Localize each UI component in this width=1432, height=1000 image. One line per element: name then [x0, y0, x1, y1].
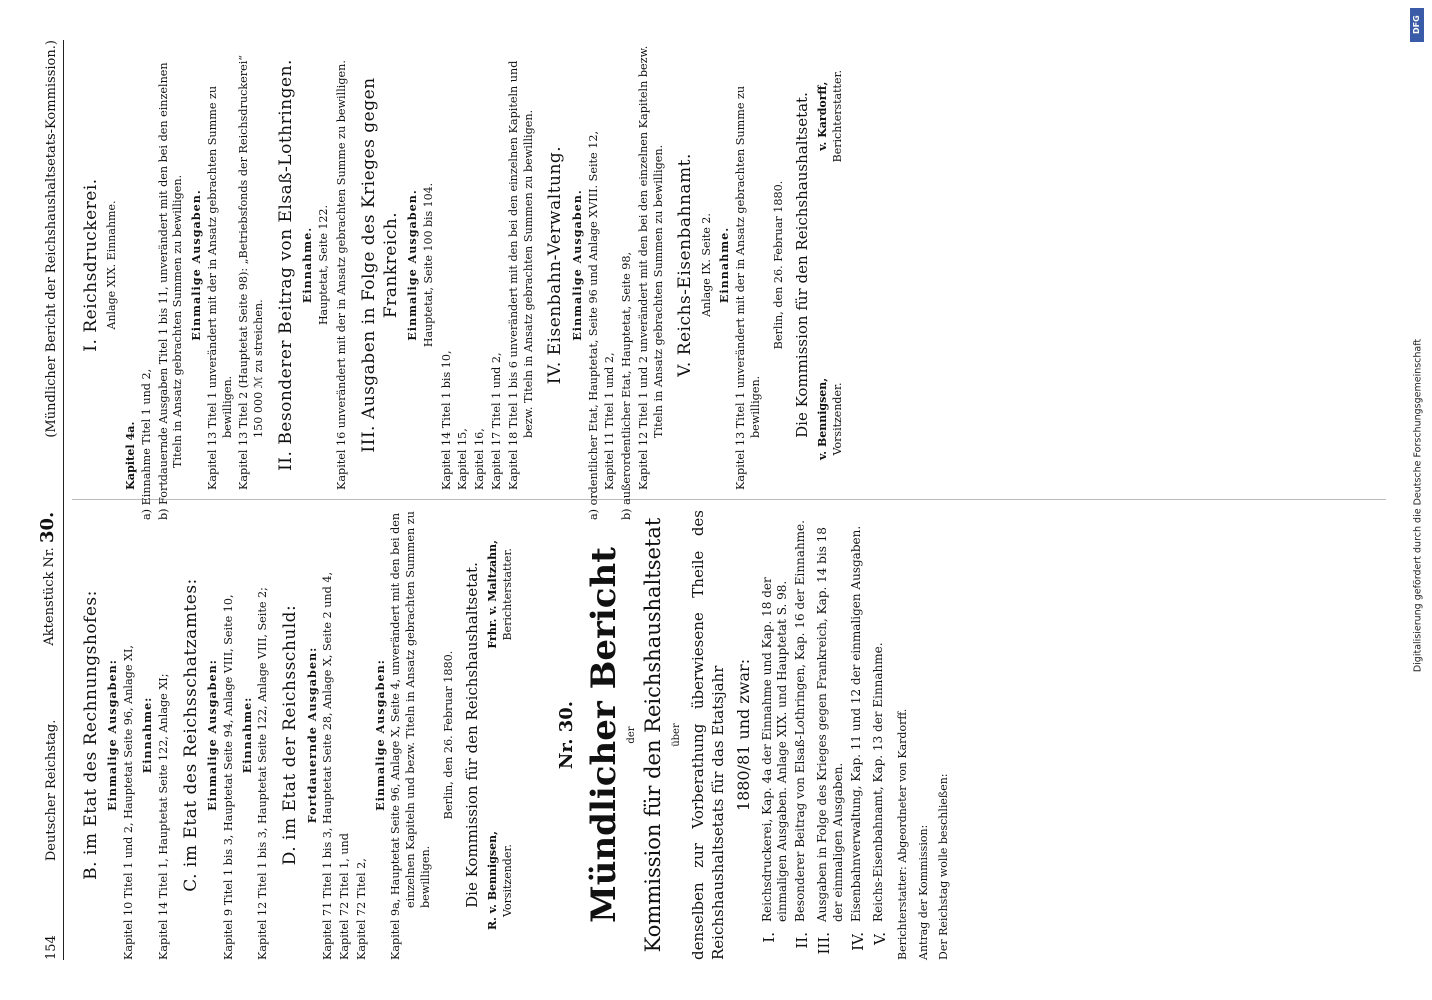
- title-der: der: [625, 726, 637, 744]
- subheading: Einmalige Ausgaben:: [205, 659, 219, 811]
- kapitel-entry: Kapitel 17 Titel 1 und 2,: [490, 352, 504, 490]
- kapitel-entry: Kapitel 13 Titel 1 unverändert mit der in Ansatz gebrachten Summe zu bewilligen.: [205, 85, 234, 490]
- kapitel-entry: Kapitel 9 Titel 1 bis 3, Hauptetat Seite 94, Anlage VIII, Seite 10,: [221, 594, 235, 960]
- section-heading: I. Reichsdruckerei.: [81, 178, 101, 352]
- section-heading: D. im Etat der Reichsschuld:: [280, 604, 301, 866]
- commission-title: Kommission für den Reichshaushaltsetat: [641, 517, 666, 953]
- subheading: Einmalige Ausgaben.: [189, 189, 204, 341]
- signature-rapporteur: v. Kardorff, Berichterstatter.: [816, 70, 844, 163]
- kapitel-entry: Kapitel 14 Titel 1, Hauptetat Seite 122, Anlage XI;: [156, 673, 170, 960]
- funding-note: Digitalisierung gefördert durch die Deutsche Forschungsgemeinschaft: [1412, 338, 1424, 673]
- signature-chair: v. Bennigsen, Vorsitzender.: [816, 377, 844, 460]
- title-ueber: über: [670, 723, 682, 747]
- kapitel-entry: Kapitel 15,: [456, 428, 470, 490]
- left-column: [72, 510, 1386, 960]
- right-column: [72, 40, 1386, 520]
- section-heading: B. im Etat des Rechnungshofes:: [81, 590, 101, 880]
- kapitel-entry: Kapitel 71 Titel 1 bis 3, Hauptetat Seite 28, Anlage X, Seite 2 und 4,: [321, 571, 335, 960]
- section-heading: II. Besonderer Beitrag von Elsaß-Lothringen.: [275, 59, 296, 471]
- dfg-logo: DFG: [1410, 8, 1424, 42]
- sub-entry: b) Fortdauernde Ausgaben Titel 1 bis 11, unverändert mit den bei den einzelnen Titeln in Ansatz gebrachten Summen zu bewilligen.: [156, 62, 185, 520]
- kapitel-entry: Kapitel 16 unverändert mit der in Ansatz gebrachten Summe zu bewilligen.: [334, 60, 348, 490]
- kapitel-entry: Kapitel 10 Titel 1 und 2, Hauptetat Seite 96, Anlage XI,: [122, 645, 136, 960]
- kapitel-entry: Kapitel 9a, Hauptetat Seite 96, Anlage X, Seite 4, unverändert mit den bei den einzelnen Kapiteln und bezw. Titeln in Ansatz gebrachten Summen zu bewilligen.: [389, 511, 433, 960]
- kapitel-entry: Kapitel 18 Titel 1 bis 6 unverändert mit den bei den einzelnen Kapiteln und bezw. Titeln in Ansatz gebrachten Summen zu bewilligen.: [506, 60, 535, 490]
- subheading: Einnahme.: [300, 226, 315, 304]
- intro-paragraph: denselben zur Vorberathung überwiesene Theile des Reichshaushaltsetats für das Etatsjahr: [688, 510, 727, 960]
- section-heading: III. Ausgaben in Folge des Krieges gegen Frankreich.: [358, 77, 401, 453]
- kapitel-entry: Kapitel 16,: [473, 428, 487, 490]
- subheading: Fortdauernde Ausgaben:: [304, 646, 319, 824]
- list-item: IV. Eisenbahnverwaltung, Kap. 11 und 12 der einmaligen Ausgaben.: [848, 525, 867, 951]
- date-line: Berlin, den 26. Februar 1880.: [441, 650, 455, 820]
- kapitel-entry: Kapitel 72 Titel 2,: [354, 858, 368, 960]
- subheading: Einnahme:: [239, 696, 254, 774]
- main-title: Mündlicher Bericht: [584, 547, 625, 923]
- signature-chair: R. v. Bennigsen, Vorsitzender.: [486, 831, 514, 930]
- signature-rapporteur: Frhr. v. Maltzahn, Berichterstatter.: [486, 540, 514, 649]
- subheading: Einmalige Ausgaben.: [569, 189, 584, 341]
- list-item: II. Besonderer Beitrag von Elsaß-Lothringen, Kap. 16 der Einnahme.: [793, 520, 812, 949]
- kapitel-entry: Kapitel 72 Titel 1, und: [338, 833, 352, 960]
- sub-entry: a) ordentlicher Etat, Hauptetat, Seite 96 und Anlage XVIII. Seite 12,: [586, 130, 600, 520]
- signatures: [816, 70, 845, 460]
- rotated-document-page: [26, 20, 1406, 980]
- subheading: Einmalige Ausgaben:: [105, 659, 120, 811]
- document-number: Nr. 30.: [556, 700, 578, 770]
- annex-line: Hauptetat, Seite 100 bis 104.: [422, 182, 436, 348]
- rapporteur-line: Berichterstatter: Abgeordneter von Kardorff.: [896, 708, 910, 960]
- kapitel-entry: Kapitel 12 Titel 1 bis 3, Hauptetat Seite 122, Anlage VIII, Seite 2;: [256, 587, 270, 960]
- subheading: Einmalige Ausgaben:: [372, 659, 387, 811]
- sub-entry: a) Einnahme Titel 1 und 2,: [139, 368, 153, 520]
- column-divider: [72, 499, 1386, 500]
- commission-line: Die Kommission für den Reichshaushaltsetat.: [462, 562, 481, 908]
- motion-line: Antrag der Kommission:: [916, 824, 930, 960]
- commission-line: Die Kommission für den Reichshaushaltsetat.: [792, 92, 811, 438]
- kapitel-entry: Kapitel 13 Titel 1 unverändert mit der in Ansatz gebrachten Summe zu bewilligen.: [734, 85, 762, 490]
- header-aktenstueck: Aktenstück Nr. 30.: [37, 511, 59, 646]
- section-heading: IV. Eisenbahn-Verwaltung.: [545, 145, 566, 385]
- subheading: Einmalige Ausgaben.: [405, 189, 420, 341]
- date-line: Berlin, den 26. Februar 1880.: [771, 180, 785, 350]
- signatures: [486, 540, 515, 930]
- list-item: III. Ausgaben in Folge des Krieges gegen Frankreich, Kap. 14 bis 18 der einmaligen Ausgaben.: [815, 527, 845, 955]
- resolution-line: Der Reichstag wolle beschließen:: [937, 773, 951, 960]
- list-item: V. Reichs-Eisenbahnamt, Kap. 13 der Einnahme.: [870, 642, 889, 945]
- kapitel-entry: Kapitel 12 Titel 1 und 2 unverändert mit den bei den einzelnen Kapiteln bezw. Titeln in Ansatz gebrachten Summen zu bewilligen.: [636, 45, 665, 490]
- kapitel-entry: Kapitel 14 Titel 1 bis 10,: [439, 350, 453, 490]
- fiscal-year: 1880/81 und zwar:: [733, 658, 753, 812]
- subheading: Einnahme:: [140, 696, 154, 774]
- kapitel-entry: Kapitel 13 Titel 2 (Hauptetat Seite 98): „Betriebsfonds der Reichsdruckerei“ 150 000 ℳ zu streichen.: [237, 54, 266, 490]
- header-right: (Mündlicher Bericht der Reichshaushaltsetats-Kommission.): [43, 40, 59, 438]
- section-heading: V. Reichs-Eisenbahnamt.: [675, 153, 696, 377]
- annex-line: Anlage XIX. Einnahme.: [105, 200, 119, 330]
- annex-line: Hauptetat, Seite 122.: [317, 204, 331, 326]
- header-left: Deutscher Reichstag.: [43, 719, 59, 862]
- sub-entry: b) außerordentlicher Etat, Hauptetat, Seite 98,: [620, 251, 634, 520]
- subheading: Einnahme.: [717, 226, 732, 304]
- section-heading: C. im Etat des Reichsschatzamtes:: [180, 578, 201, 892]
- list-item: I. Reichsdruckerei, Kap. 4a der Einnahme und Kap. 18 der einmaligen Ausgaben. Anlage XIX. und Hauptetat S. 98.: [759, 577, 790, 943]
- kapitel-entry: Kapitel 4a.: [122, 421, 137, 490]
- funding-sidebar: [1404, 0, 1432, 1000]
- running-header: [36, 40, 64, 960]
- kapitel-entry: Kapitel 11 Titel 1 und 2,: [603, 352, 617, 490]
- page-number: 154: [43, 935, 59, 960]
- topic-list: [760, 510, 891, 960]
- annex-line: Anlage IX. Seite 2.: [699, 213, 713, 317]
